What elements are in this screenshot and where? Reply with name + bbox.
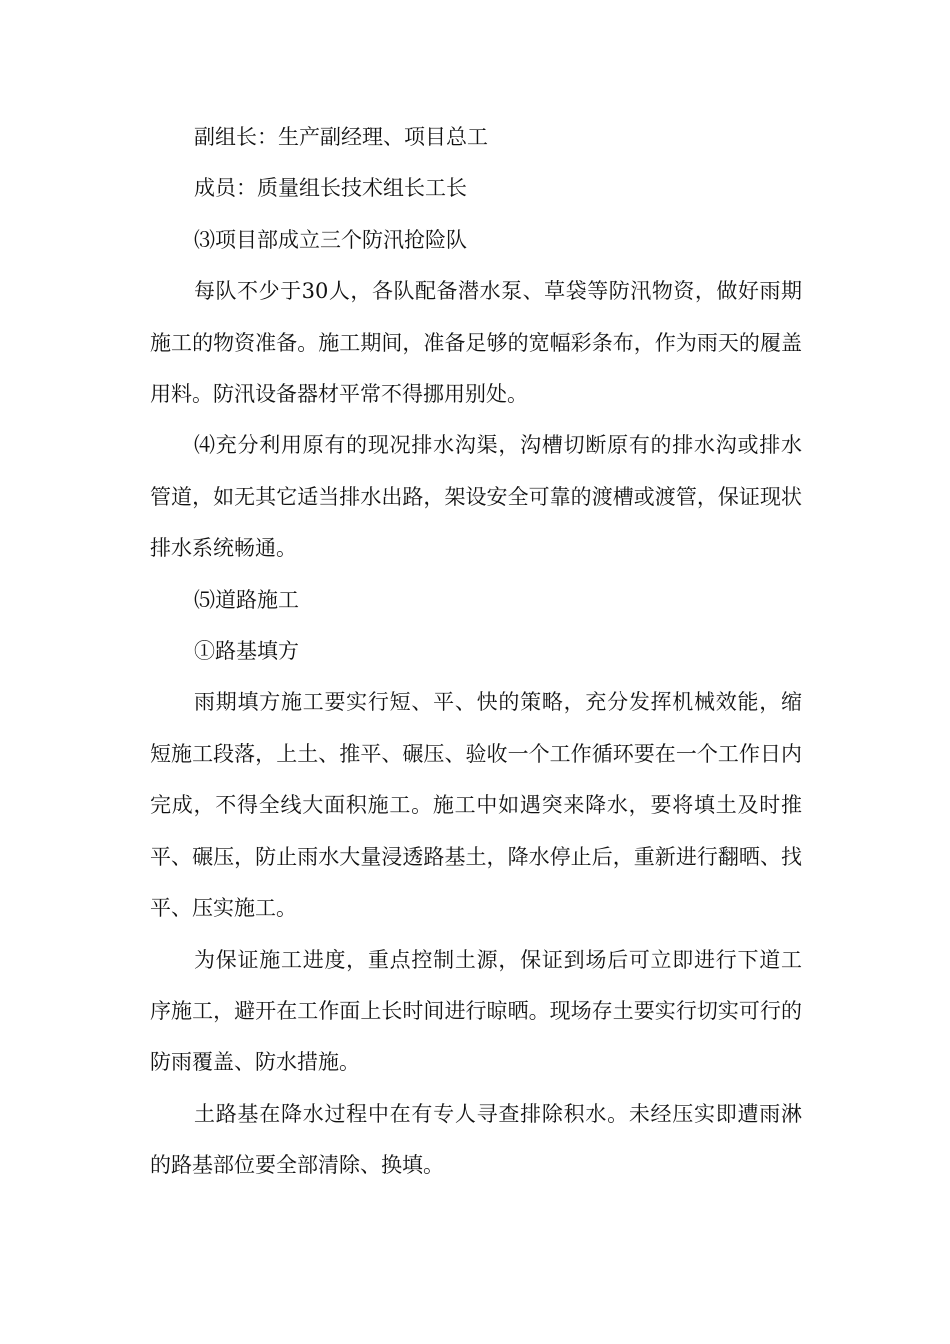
document-body bbox=[150, 112, 802, 1192]
paragraph-water-removal: 土路基在降水过程中在有专人寻查排除积水。未经压实即遭雨淋的路基部位要全部清除、换填。 bbox=[150, 1101, 802, 1178]
paragraph-item-4-drainage: ⑷充分利用原有的现况排水沟渠，沟槽切断原有的排水沟或排水管道，如无其它适当排水出路，架设安全可靠的渡槽或渡管，保证现状排水系统畅通。 bbox=[150, 433, 802, 561]
paragraph-subgrade-fill-heading: ①路基填方 bbox=[194, 639, 299, 664]
paragraph-item-3-heading: ⑶项目部成立三个防汛抢险队 bbox=[194, 227, 467, 252]
paragraph-deputy-leader: 副组长：生产副经理、项目总工 bbox=[194, 125, 488, 149]
paragraph-members: 成员：质量组长技术组长工长 bbox=[194, 176, 467, 201]
paragraph-team-supplies: 每队不少于30人，各队配备潜水泵、草袋等防汛物资，做好雨期施工的物资准备。施工期间，准备足够的宽幅彩条布，作为雨天的履盖用料。防汛设备器材平常不得挪用别处。 bbox=[150, 279, 802, 407]
paragraph-soil-source-control: 为保证施工进度，重点控制土源，保证到场后可立即进行下道工序施工，避开在工作面上长时间进行晾晒。现场存土要实行切实可行的防雨覆盖、防水措施。 bbox=[150, 947, 802, 1075]
paragraph-rainy-fill-strategy: 雨期填方施工要实行短、平、快的策略，充分发挥机械效能，缩短施工段落，上土、推平、碾压、验收一个工作循环要在一个工作日内完成，不得全线大面积施工。施工中如遇突来降水，要将填土及时推平、碾压，防止雨水大量浸透路基土，降水停止后，重新进行翻晒、找平、压实施工。 bbox=[150, 690, 802, 921]
paragraph-item-5-heading: ⑸道路施工 bbox=[194, 587, 299, 612]
